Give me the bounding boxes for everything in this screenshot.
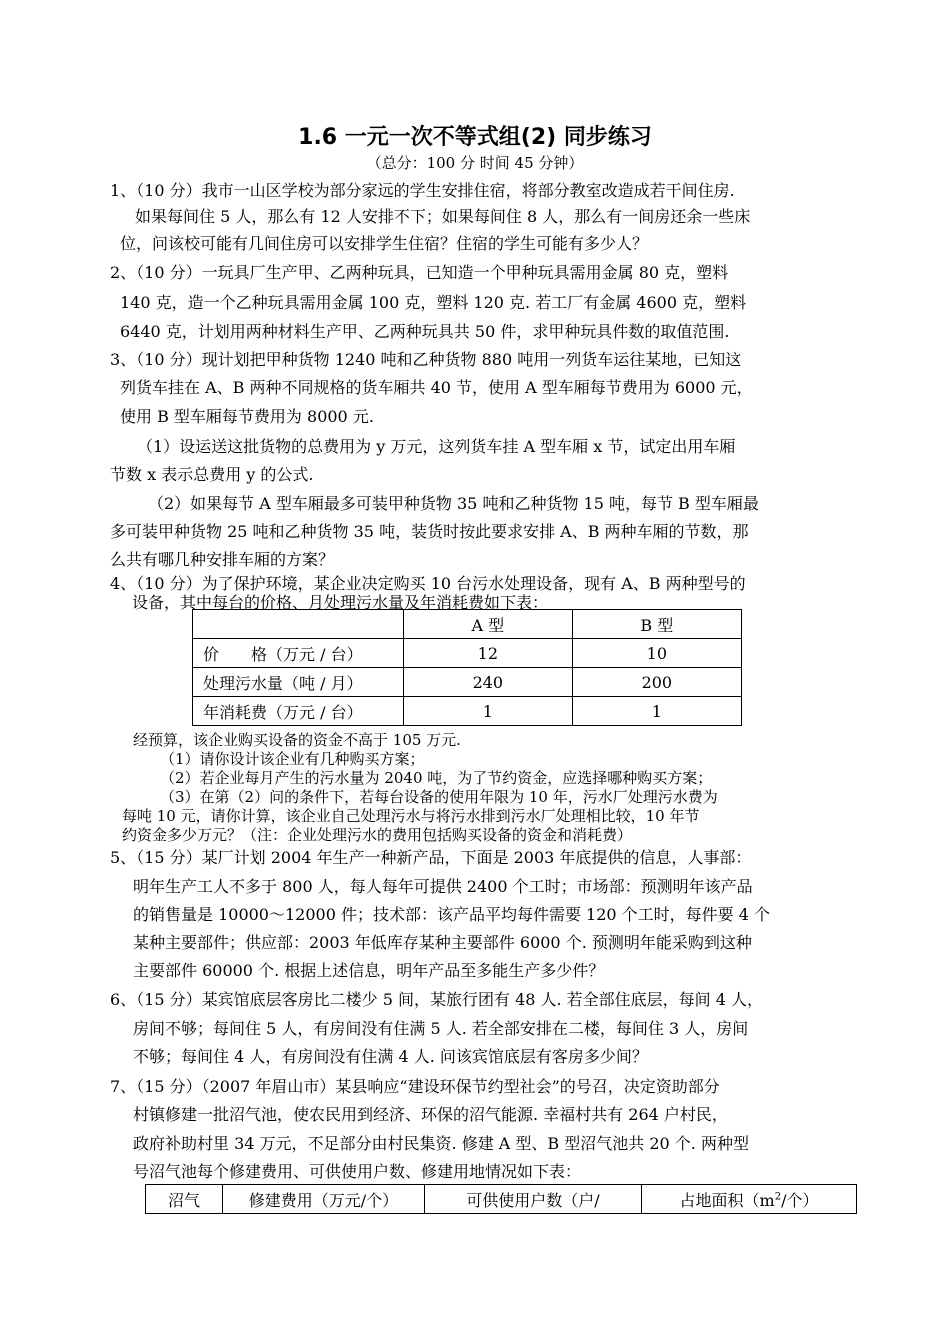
- page-subtitle: （总分：100 分 时间 45 分钟）: [366, 154, 584, 172]
- q1-line-1: 1、（10 分）我市一山区学校为部分家远的学生安排住宿，将部分教室改造成若干间住房.: [110, 181, 735, 200]
- q2-line-2: 140 克，造一个乙种玩具需用金属 100 克，塑料 120 克. 若工厂有金属 4600 克，塑料: [120, 293, 747, 312]
- q5-line-2: 明年生产工人不多于 800 人，每人每年可提供 2400 个工时；市场部：预测明年该产品: [133, 877, 753, 896]
- q2-line-3: 6440 克，计划用两种材料生产甲、乙两种玩具共 50 件，求甲种玩具件数的取值范围.: [120, 322, 730, 341]
- area-label: 占地面积（m: [679, 1190, 775, 1210]
- q3-line-2: 列货车挂在 A、B 两种不同规格的货车厢共 40 节，使用 A 型车厢每节费用为 6000 元，: [120, 378, 753, 397]
- table-row-label: 年消耗费（万元 / 台）: [193, 697, 404, 726]
- table-row-label: 价 格（万元 / 台）: [193, 639, 404, 668]
- table-cell: 10: [572, 639, 741, 668]
- table-header-row: [193, 610, 742, 639]
- equipment-table: [192, 609, 742, 726]
- table-header-row: [146, 1185, 857, 1214]
- q4-intro-line-1: 4、（10 分）为了保护环境，某企业决定购买 10 台污水处理设备，现有 A、B 两种型号的: [110, 574, 746, 593]
- q7-line-3: 政府补助村里 34 万元，不足部分由村民集资. 修建 A 型、B 型沼气池共 20 个. 两种型: [133, 1134, 749, 1153]
- area-superscript: 2: [774, 1191, 782, 1203]
- table-header-cell: [193, 610, 404, 639]
- q4-after-line-5: 每吨 10 元，请你计算，该企业自己处理污水与将污水排到污水厂处理相比较，10 年节: [122, 807, 700, 825]
- q4-after-line-1: 经预算，该企业购买设备的资金不高于 105 万元.: [133, 731, 461, 749]
- table-header-cell: 修建费用（万元/个）: [223, 1185, 425, 1214]
- table-cell: 1: [404, 697, 573, 726]
- table-header-cell: [642, 1185, 857, 1214]
- q4-after-line-6: 约资金多少万元？（注：企业处理污水的费用包括购买设备的资金和消耗费）: [122, 826, 633, 844]
- q3-line-4: （1）设运送这批货物的总费用为 y 万元，这列货车挂 A 型车厢 x 节，试定出用车厢: [137, 437, 736, 456]
- q2-line-1: 2、（10 分）一玩具厂生产甲、乙两种玩具，已知造一个甲种玩具需用金属 80 克，塑料: [110, 263, 729, 282]
- table-row-label: 处理污水量（吨 / 月）: [193, 668, 404, 697]
- q3-line-1: 3、（10 分）现计划把甲种货物 1240 吨和乙种货物 880 吨用一列货车运往某地，已知这: [110, 350, 742, 369]
- table-row: [193, 697, 742, 726]
- q1-line-3: 位，问该校可能有几间住房可以安排学生住宿？住宿的学生可能有多少人？: [120, 234, 649, 253]
- q3-line-7: 多可装甲种货物 25 吨和乙种货物 35 吨，装货时按此要求安排 A、B 两种车厢的节数，那: [110, 522, 749, 541]
- q4-after-line-2: （1）请你设计该企业有几种购买方案；: [160, 750, 425, 768]
- biogas-table: [145, 1184, 857, 1214]
- table-header-cell: 可供使用户数（户/: [425, 1185, 642, 1214]
- q5-line-4: 某种主要部件；供应部：2003 年低库存某种主要部件 6000 个. 预测明年能采购到这种: [133, 933, 752, 952]
- q1-line-2: 如果每间住 5 人，那么有 12 人安排不下；如果每间住 8 人，那么有一间房还余一些床: [135, 207, 751, 226]
- q5-line-5: 主要部件 60000 个. 根据上述信息，明年产品至多能生产多少件？: [133, 961, 605, 980]
- q6-line-3: 不够；每间住 4 人，有房间没有住满 4 人. 问该宾馆底层有客房多少间？: [133, 1047, 648, 1066]
- page-title: 1.6 一元一次不等式组(2) 同步练习: [298, 125, 652, 150]
- q3-line-8: 么共有哪几种安排车厢的方案？: [110, 550, 335, 569]
- q5-line-3: 的销售量是 10000～12000 件；技术部：该产品平均每件需要 120 个工时，每件要 4 个: [133, 905, 771, 924]
- q5-line-1: 5、（15 分）某厂计划 2004 年生产一种新产品，下面是 2003 年底提供的信息，人事部：: [110, 848, 752, 867]
- q3-line-6: （2）如果每节 A 型车厢最多可装甲种货物 35 吨和乙种货物 15 吨，每节 B 型车厢最: [148, 494, 759, 513]
- q6-line-2: 房间不够；每间住 5 人，有房间没有住满 5 人. 若全部安排在二楼，每间住 3 人，房间: [133, 1019, 749, 1038]
- area-unit: /个）: [781, 1190, 819, 1210]
- table-cell: 12: [404, 639, 573, 668]
- q6-line-1: 6、（15 分）某宾馆底层客房比二楼少 5 间，某旅行团有 48 人. 若全部住底层，每间 4 人，: [110, 990, 764, 1009]
- table-header-cell: B 型: [572, 610, 741, 639]
- q4-after-line-4: （3）在第（2）问的条件下，若每台设备的使用年限为 10 年，污水厂处理污水费为: [160, 788, 718, 806]
- q3-line-3: 使用 B 型车厢每节费用为 8000 元.: [120, 407, 374, 426]
- table-row: [193, 668, 742, 697]
- table-cell: 1: [572, 697, 741, 726]
- q4-intro-line-2: 设备，其中每台的价格、月处理污水量及年消耗费如下表：: [132, 593, 549, 612]
- table-header-cell: 沼气: [146, 1185, 223, 1214]
- q7-line-4: 号沼气池每个修建费用、可供使用户数、修建用地情况如下表：: [133, 1162, 582, 1181]
- q7-line-1: 7、（15 分）（2007 年眉山市）某县响应“建设环保节约型社会”的号召，决定资助部分: [110, 1077, 720, 1096]
- q7-line-2: 村镇修建一批沼气池，使农民用到经济、环保的沼气能源. 幸福村共有 264 户村民，: [133, 1105, 728, 1124]
- table-cell: 240: [404, 668, 573, 697]
- table-header-cell: A 型: [404, 610, 573, 639]
- q4-after-line-3: （2）若企业每月产生的污水量为 2040 吨，为了节约资金，应选择哪种购买方案；: [160, 769, 713, 787]
- table-cell: 200: [572, 668, 741, 697]
- q3-line-5: 节数 x 表示总费用 y 的公式.: [110, 465, 314, 484]
- table-row: [193, 639, 742, 668]
